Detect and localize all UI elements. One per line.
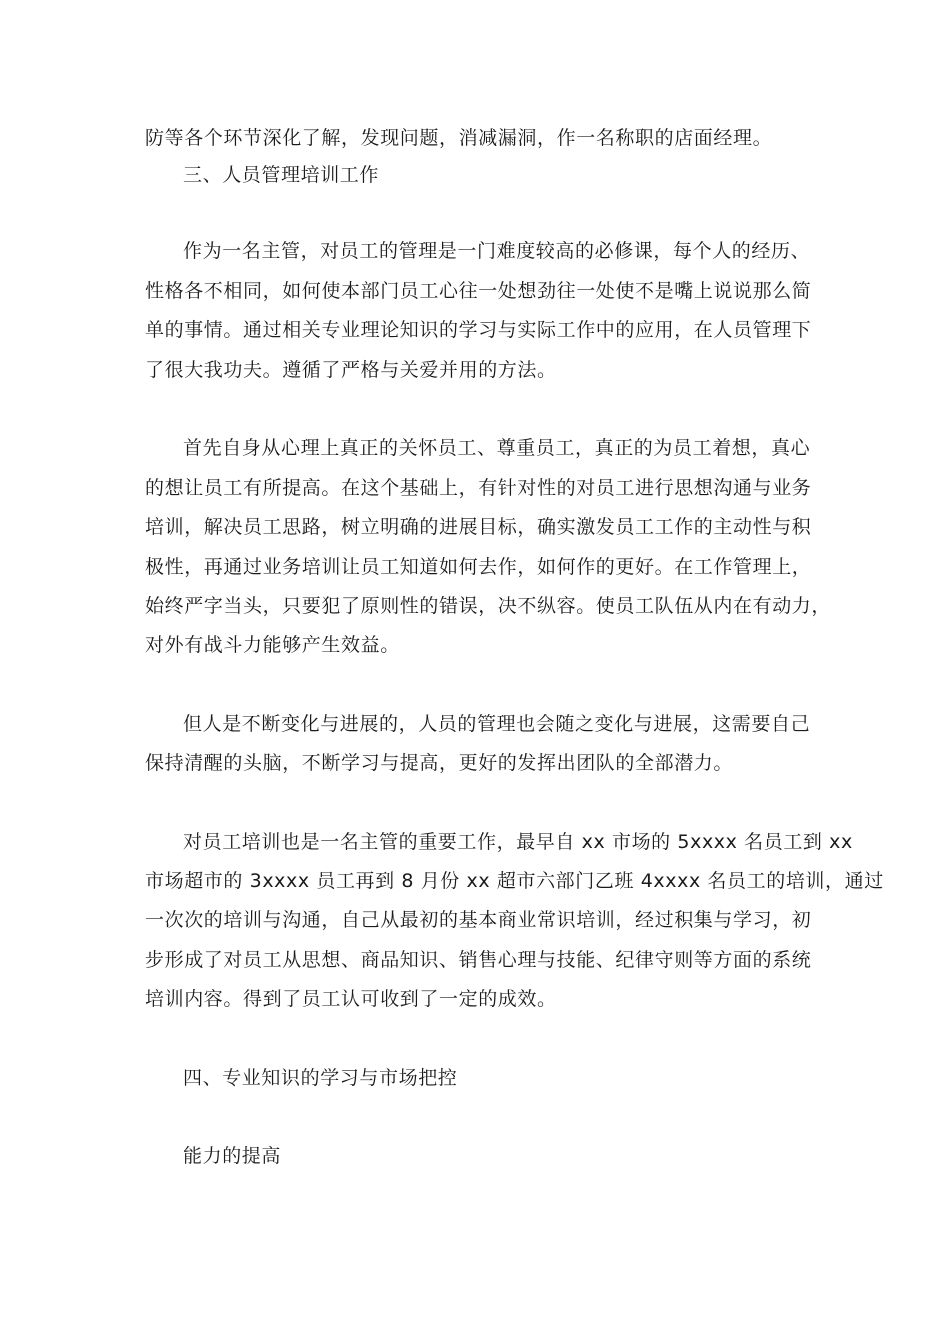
paragraph-line: 了很大我功夫。遵循了严格与关爱并用的方法。 <box>145 359 557 381</box>
paragraph-line: 对员工培训也是一名主管的重要工作，最早自 xx 市场的 5xxxx 名员工到 xx <box>183 831 853 853</box>
paragraph-line: 能力的提高 <box>183 1145 282 1167</box>
paragraph-line: 始终严字当头，只要犯了原则性的错误，决不纵容。使员工队伍从内在有动力， <box>145 595 832 617</box>
paragraph-line: 性格各不相同，如何使本部门员工心往一处想劲往一处使不是嘴上说说那么简 <box>145 280 812 302</box>
paragraph-line: 培训内容。得到了员工认可收到了一定的成效。 <box>145 988 557 1010</box>
section-heading: 三、人员管理培训工作 <box>183 164 380 186</box>
paragraph-line: 培训，解决员工思路，树立明确的进展目标，确实激发员工工作的主动性与积 <box>145 516 812 538</box>
paragraph-line: 但人是不断变化与进展的，人员的管理也会随之变化与进展，这需要自己 <box>183 713 811 735</box>
paragraph-line: 保持清醒的头脑，不断学习与提高，更好的发挥出团队的全部潜力。 <box>145 752 734 774</box>
paragraph-line: 一次次的培训与沟通，自己从最初的基本商业常识培训，经过积集与学习，初 <box>145 909 812 931</box>
paragraph-line: 作为一名主管，对员工的管理是一门难度较高的必修课，每个人的经历、 <box>183 240 811 262</box>
section-heading: 四、专业知识的学习与市场把控 <box>183 1067 458 1089</box>
paragraph-line: 单的事情。通过相关专业理论知识的学习与实际工作中的应用，在人员管理下 <box>145 319 812 341</box>
paragraph-line: 极性，再通过业务培训让员工知道如何去作，如何作的更好。在工作管理上， <box>145 556 812 578</box>
paragraph-line: 防等各个环节深化了解，发现问题，消减漏洞，作一名称职的店面经理。 <box>145 127 773 149</box>
paragraph-line: 对外有战斗力能够产生效益。 <box>145 634 400 656</box>
paragraph-line: 的想让员工有所提高。在这个基础上，有针对性的对员工进行思想沟通与业务 <box>145 477 812 499</box>
paragraph-line: 步形成了对员工从思想、商品知识、销售心理与技能、纪律守则等方面的系统 <box>145 949 812 971</box>
paragraph-line: 首先自身从心理上真正的关怀员工、尊重员工，真正的为员工着想，真心 <box>183 437 811 459</box>
paragraph-line: 市场超市的 3xxxx 员工再到 8 月份 xx 超市六部门乙班 4xxxx 名员工的培训，通过 <box>145 870 884 892</box>
